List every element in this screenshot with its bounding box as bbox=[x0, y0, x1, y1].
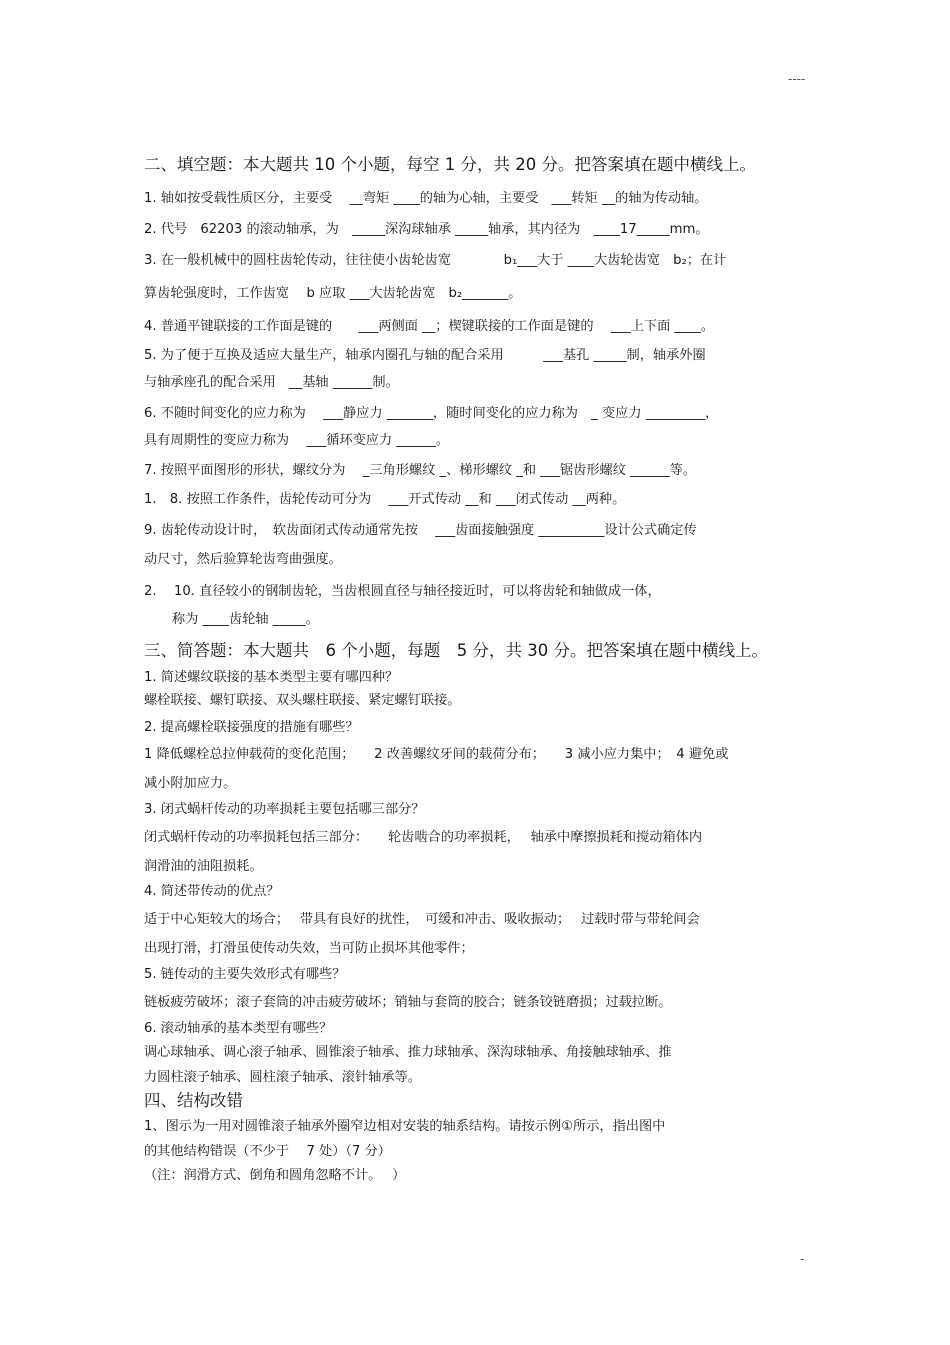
struct-section-title: 四、结构改错 bbox=[144, 1091, 243, 1110]
short-a6-line2: 力圆柱滚子轴承、圆柱滚子轴承、滚针轴承等。 bbox=[144, 1070, 421, 1085]
short-a3-line1: 闭式蜗杆传动的功率损耗包括三部分： 轮齿啮合的功率损耗， 轴承中摩擦损耗和搅动箱体内 bbox=[144, 830, 703, 845]
short-q4: 4. 简述带传动的优点？ bbox=[144, 884, 280, 899]
fill-line-15: 称为 ____齿轮轴 _____。 bbox=[172, 612, 319, 627]
fill-line-6: 5. 为了便于互换及适应大量生产，轴承内圈孔与轴的配合采用 ___基孔 _____制，轴承外圈 bbox=[144, 348, 706, 363]
fill-line-10: 7. 按照平面图形的形状，螺纹分为 _三角形螺纹 _、梯形螺纹 _和 ___锯齿形螺纹 ______等。 bbox=[144, 463, 697, 478]
short-a3-line2: 润滑油的油阻损耗。 bbox=[144, 859, 263, 874]
fill-line-5: 4. 普通平键联接的工作面是键的 ___两侧面 __；楔键联接的工作面是键的 ___上下面 ____。 bbox=[144, 319, 715, 334]
header-mark: ---- bbox=[788, 72, 806, 86]
fill-line-13: 动尺寸，然后验算轮齿弯曲强度。 bbox=[144, 552, 342, 567]
fill-line-12: 9. 齿轮传动设计时， 软齿面闭式传动通常先按 ___齿面接触强度 __________设计公式确定传 bbox=[144, 523, 697, 538]
short-a6-line1: 调心球轴承、调心滚子轴承、圆锥滚子轴承、推力球轴承、深沟球轴承、角接触球轴承、推 bbox=[144, 1045, 672, 1060]
short-a1: 螺栓联接、螺钉联接、双头螺柱联接、紧定螺钉联接。 bbox=[144, 693, 461, 708]
footer-mark: - bbox=[800, 1252, 805, 1266]
fill-line-3: 3. 在一般机械中的圆柱齿轮传动，往往使小齿轮齿宽 b₁___大于 ____大齿轮齿宽 b₂；在计 bbox=[144, 253, 727, 268]
short-section-title: 三、简答题：本大题共 6 个小题，每题 5 分，共 30 分。把答案填在题中横线上。 bbox=[144, 641, 768, 660]
fill-line-11: 1. 8. 按照工作条件，齿轮传动可分为 ___开式传动 __和 ___闭式传动 __两种。 bbox=[144, 492, 626, 507]
short-a5: 链板疲劳破坏；滚子套筒的冲击疲劳破坏；销轴与套筒的胶合；链条铰链磨损；过载拉断。 bbox=[144, 995, 672, 1010]
fill-line-7: 与轴承座孔的配合采用 __基轴 ______制。 bbox=[144, 375, 399, 390]
fill-line-9: 具有周期性的变应力称为 ___循环变应力 ______。 bbox=[144, 433, 450, 448]
short-a2-line2: 减小附加应力。 bbox=[144, 776, 237, 791]
short-q5: 5. 链传动的主要失效形式有哪些？ bbox=[144, 967, 346, 982]
struct-line-1: 1、图示为一用对圆锥滚子轴承外圈窄边相对安装的轴系结构。请按示例①所示，指出图中 bbox=[144, 1119, 666, 1134]
fill-line-14: 2. 10. 直径较小的钢制齿轮，当齿根圆直径与轴径接近时，可以将齿轮和轴做成一体， bbox=[144, 584, 661, 599]
fill-line-1: 1. 轴如按受载性质区分，主要受 __弯矩 ____的轴为心轴，主要受 ___转矩 __的轴为传动轴。 bbox=[144, 191, 708, 206]
fill-line-2: 2. 代号 62203 的滚动轴承，为 _____深沟球轴承 _____轴承，其内径为 ____17_____mm。 bbox=[144, 222, 709, 237]
short-a4-line2: 出现打滑，打滑虽使传动失效，当可防止损坏其他零件； bbox=[144, 941, 474, 956]
short-q1: 1. 简述螺纹联接的基本类型主要有哪四种？ bbox=[144, 670, 399, 685]
struct-line-3: （注：润滑方式、倒角和圆角忽略不计。 ） bbox=[144, 1168, 406, 1183]
struct-line-2: 的其他结构错误（不少于 7 处）（7 分） bbox=[144, 1144, 391, 1159]
short-q6: 6. 滚动轴承的基本类型有哪些？ bbox=[144, 1021, 333, 1036]
short-a4-line1: 适于中心矩较大的场合； 带具有良好的扰性， 可缓和冲击、吸收振动； 过载时带与带轮间会 bbox=[144, 912, 700, 927]
fill-section-title: 二、填空题：本大题共 10 个小题，每空 1 分，共 20 分。把答案填在题中横线上。 bbox=[144, 155, 756, 174]
short-q2: 2. 提高螺栓联接强度的措施有哪些？ bbox=[144, 720, 359, 735]
fill-line-4: 算齿轮强度时，工作齿宽 b 应取 ___大齿轮齿宽 b₂_______。 bbox=[144, 286, 522, 301]
short-a2-line1: 1 降低螺栓总拉伸载荷的变化范围； 2 改善螺纹牙间的载荷分布； 3 减小应力集中； 4 避免或 bbox=[144, 747, 729, 762]
fill-line-8: 6. 不随时间变化的应力称为 ___静应力 _______，随时间变化的应力称为 _ 变应力 _________， bbox=[144, 406, 719, 421]
short-q3: 3. 闭式蜗杆传动的功率损耗主要包括哪三部分？ bbox=[144, 802, 425, 817]
